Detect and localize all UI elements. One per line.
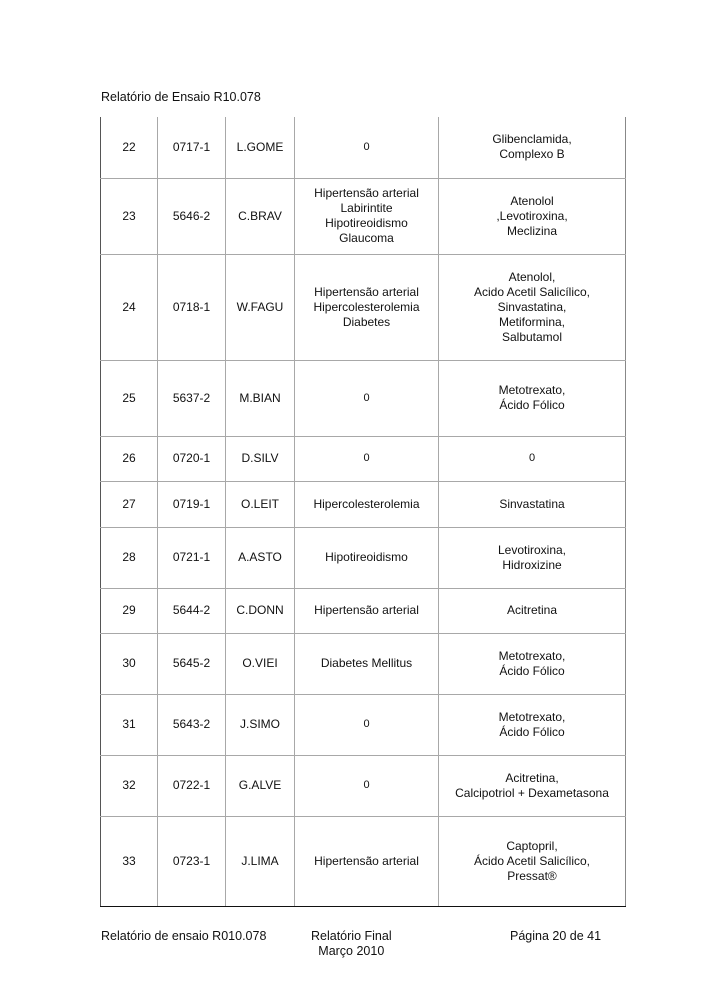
cell-number: 26 bbox=[101, 436, 158, 481]
cell-code: 0720-1 bbox=[158, 436, 226, 481]
cell-conditions-line: Hipotireoidismo bbox=[325, 550, 408, 564]
cell-name: A.ASTO bbox=[226, 527, 295, 588]
patient-table bbox=[100, 117, 626, 907]
cell-conditions bbox=[295, 178, 439, 254]
table-row bbox=[101, 694, 626, 755]
cell-conditions-line: Hipertensão arterial bbox=[314, 186, 419, 200]
cell-conditions-line: Hipertensão arterial bbox=[314, 853, 419, 868]
cell-medications-line: Ácido Fólico bbox=[499, 398, 565, 412]
cell-conditions-line: Hipercolesterolemia bbox=[313, 496, 420, 511]
cell-medications bbox=[439, 755, 626, 816]
cell-medications bbox=[439, 254, 626, 360]
cell-medications bbox=[439, 481, 626, 527]
cell-conditions bbox=[295, 694, 439, 755]
cell-conditions-line: Hipertensão arterial bbox=[314, 284, 419, 299]
cell-medications-line: Glibenclamida, bbox=[492, 132, 572, 147]
cell-name: C.BRAV bbox=[226, 178, 295, 254]
cell-medications-line: Metotrexato, bbox=[498, 709, 566, 724]
table-row bbox=[101, 360, 626, 436]
cell-name: L.GOME bbox=[226, 117, 295, 178]
cell-name: O.LEIT bbox=[226, 481, 295, 527]
cell-code: 0719-1 bbox=[158, 481, 226, 527]
cell-number: 28 bbox=[101, 527, 158, 588]
cell-code: 5644-2 bbox=[158, 588, 226, 633]
table-row bbox=[101, 633, 626, 694]
cell-conditions-line: Hipercolesterolemia bbox=[313, 299, 420, 314]
cell-conditions-line: Diabetes Mellitus bbox=[320, 656, 413, 670]
cell-medications bbox=[439, 178, 626, 254]
cell-medications-line: Captopril, bbox=[506, 838, 558, 853]
table-row bbox=[101, 755, 626, 816]
cell-conditions bbox=[295, 117, 439, 178]
cell-conditions-line: 0 bbox=[363, 779, 370, 791]
cell-medications bbox=[439, 117, 626, 178]
cell-name: D.SILV bbox=[226, 436, 295, 481]
cell-code: 0718-1 bbox=[158, 254, 226, 360]
cell-medications bbox=[439, 360, 626, 436]
cell-medications-line: Metotrexato, bbox=[498, 648, 566, 663]
cell-conditions-line: Hipotireoidismo bbox=[325, 216, 408, 230]
cell-medications-line: Atenolol bbox=[510, 193, 554, 208]
cell-code: 5645-2 bbox=[158, 633, 226, 694]
cell-medications-line: Ácido Fólico bbox=[499, 663, 565, 678]
cell-medications-line: ,Levotiroxina, bbox=[496, 208, 568, 223]
cell-medications-line: Sinvastatina, bbox=[497, 299, 567, 314]
cell-medications bbox=[439, 527, 626, 588]
cell-number: 33 bbox=[101, 816, 158, 906]
table-row bbox=[101, 588, 626, 633]
cell-medications-line: Metiformina, bbox=[498, 314, 566, 329]
cell-medications-line: Hidroxizine bbox=[502, 557, 562, 572]
cell-code: 5646-2 bbox=[158, 178, 226, 254]
cell-medications-line: Ácido Fólico bbox=[499, 724, 565, 739]
cell-conditions-line: Hipertensão arterial bbox=[314, 603, 419, 617]
cell-medications bbox=[439, 816, 626, 906]
cell-medications-line: Calcipotriol + Dexametasona bbox=[455, 785, 609, 800]
table-row bbox=[101, 117, 626, 178]
cell-medications bbox=[439, 633, 626, 694]
cell-conditions-line: Diabetes bbox=[342, 314, 391, 329]
cell-conditions-line: 0 bbox=[363, 391, 370, 404]
cell-medications-line: Ácido Acetil Salicílico, bbox=[473, 853, 591, 868]
cell-medications-line: Meclizina bbox=[506, 223, 557, 238]
cell-medications-line: Sinvastatina bbox=[499, 496, 565, 511]
cell-medications-line: Atenolol, bbox=[508, 269, 556, 284]
cell-medications bbox=[439, 694, 626, 755]
cell-conditions bbox=[295, 588, 439, 633]
cell-code: 0721-1 bbox=[158, 527, 226, 588]
cell-medications-line: Pressat® bbox=[507, 868, 557, 883]
cell-conditions bbox=[295, 481, 439, 527]
cell-conditions-line: Labirintite bbox=[340, 201, 393, 215]
cell-code: 5637-2 bbox=[158, 360, 226, 436]
footer-report-id: Relatório de ensaio R010.078 bbox=[101, 929, 267, 943]
cell-number: 31 bbox=[101, 694, 158, 755]
footer-report-final: Relatório Final bbox=[311, 929, 392, 943]
cell-number: 23 bbox=[101, 178, 158, 254]
cell-conditions-line: Glaucoma bbox=[339, 231, 394, 245]
cell-number: 24 bbox=[101, 254, 158, 360]
cell-conditions bbox=[295, 254, 439, 360]
cell-code: 0723-1 bbox=[158, 816, 226, 906]
cell-name: C.DONN bbox=[226, 588, 295, 633]
footer-page-number: Página 20 de 41 bbox=[510, 929, 602, 943]
cell-number: 25 bbox=[101, 360, 158, 436]
cell-code: 5643-2 bbox=[158, 694, 226, 755]
cell-conditions bbox=[295, 436, 439, 481]
page-header-title: Relatório de Ensaio R10.078 bbox=[101, 90, 261, 104]
table-row bbox=[101, 436, 626, 481]
cell-medications-line: 0 bbox=[528, 452, 536, 464]
cell-number: 29 bbox=[101, 588, 158, 633]
table-row bbox=[101, 481, 626, 527]
cell-medications-line: Levotiroxina, bbox=[497, 542, 567, 557]
cell-conditions bbox=[295, 633, 439, 694]
cell-number: 32 bbox=[101, 755, 158, 816]
cell-name: J.SIMO bbox=[226, 694, 295, 755]
table-row bbox=[101, 527, 626, 588]
cell-code: 0722-1 bbox=[158, 755, 226, 816]
cell-name: M.BIAN bbox=[226, 360, 295, 436]
cell-conditions-line: 0 bbox=[363, 718, 370, 730]
footer-date: Março 2010 bbox=[318, 944, 385, 958]
cell-conditions bbox=[295, 755, 439, 816]
cell-medications-line: Acitretina bbox=[506, 603, 558, 617]
cell-name: G.ALVE bbox=[226, 755, 295, 816]
footer-report-type bbox=[311, 929, 392, 959]
table-row bbox=[101, 254, 626, 360]
table-row bbox=[101, 816, 626, 906]
cell-medications bbox=[439, 588, 626, 633]
cell-name: O.VIEI bbox=[226, 633, 295, 694]
cell-conditions bbox=[295, 816, 439, 906]
cell-conditions bbox=[295, 360, 439, 436]
cell-medications-line: Acitretina, bbox=[505, 770, 559, 785]
cell-conditions-line: 0 bbox=[363, 452, 370, 464]
cell-number: 30 bbox=[101, 633, 158, 694]
cell-number: 27 bbox=[101, 481, 158, 527]
cell-name: W.FAGU bbox=[226, 254, 295, 360]
table-row bbox=[101, 178, 626, 254]
cell-medications-line: Salbutamol bbox=[501, 329, 563, 344]
cell-medications-line: Acido Acetil Salicílico, bbox=[473, 284, 591, 299]
cell-conditions-line: 0 bbox=[363, 140, 370, 153]
cell-code: 0717-1 bbox=[158, 117, 226, 178]
cell-medications-line: Metotrexato, bbox=[498, 383, 566, 397]
cell-conditions bbox=[295, 527, 439, 588]
cell-medications bbox=[439, 436, 626, 481]
cell-name: J.LIMA bbox=[226, 816, 295, 906]
cell-number: 22 bbox=[101, 117, 158, 178]
cell-medications-line: Complexo B bbox=[499, 147, 565, 162]
